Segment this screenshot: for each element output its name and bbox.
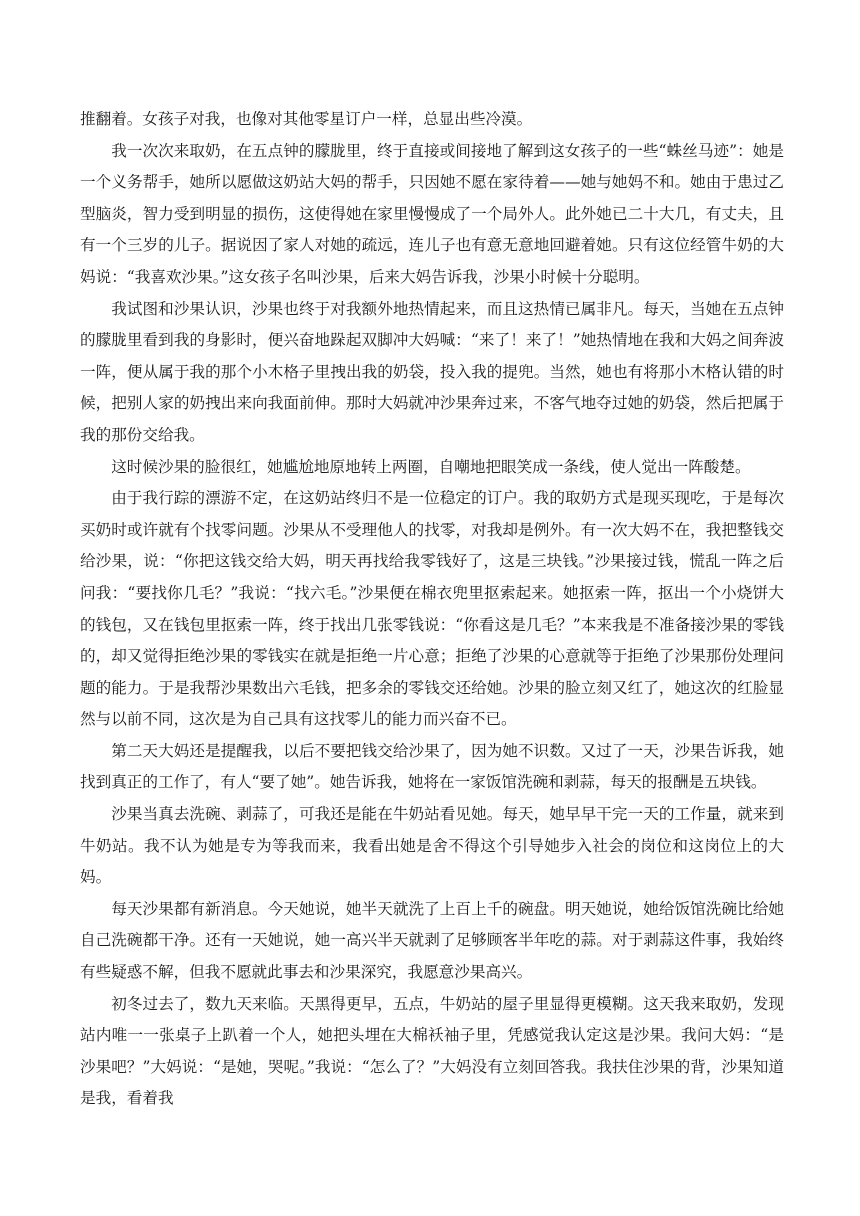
paragraph: 由于我行踪的漂游不定，在这奶站终归不是一位稳定的订户。我的取奶方式是现买现吃，于是每次买奶时或许就有个找零问题。沙果从不受理他人的找零，对我却是例外。有一次大妈不在，我把整钱交给沙果，说：“你把这钱交给大妈，明天再找给我零钱好了，这是三块钱。”沙果接过钱，慌乱一阵之后问我：“要找你几毛？”我说：“找六毛。”沙果便在棉衣兜里抠索起来。她抠索一阵，抠出一个小烧饼大的钱包，又在钱包里抠索一阵，终于找出几张零钱说：“你看这是几毛？”本来我是不准备接沙果的零钱的，却又觉得拒绝沙果的零钱实在就是拒绝一片心意；拒绝了沙果的心意就等于拒绝了沙果那份处理问题的能力。于是我帮沙果数出六毛钱，把多余的零钱交还给她。沙果的脸立刻又红了，她这次的红脸显然与以前不同，这次是为自己具有这找零儿的能力而兴奋不已。 (80, 489, 784, 729)
paragraph: 我一次次来取奶，在五点钟的朦胧里，终于直接或间接地了解到这女孩子的一些“蛛丝马迹”：她是一个义务帮手，她所以愿做这奶站大妈的帮手，只因她不愿在家待着——她与她妈不和。她由于患过乙型脑炎，智力受到明显的损伤，这使得她在家里慢慢成了一个局外人。此外她已二十大几，有丈夫，且有一个三岁的儿子。据说因了家人对她的疏远，连儿子也有意无意地回避着她。只有这位经管牛奶的大妈说：“我喜欢沙果。”这女孩子名叫沙果，后来大妈告诉我，沙果小时候十分聪明。 (80, 141, 784, 286)
paragraph: 初冬过去了，数九天来临。天黑得更早，五点，牛奶站的屋子里显得更模糊。这天我来取奶，发现站内唯一一张桌子上趴着一个人，她把头埋在大棉袄袖子里，凭感觉我认定这是沙果。我问大妈：“是沙果吧？”大妈说：“是她，哭呢。”我说：“怎么了？”大妈没有立刻回答我。我扶住沙果的背，沙果知道是我，看着我 (80, 994, 784, 1108)
paragraph: 我试图和沙果认识，沙果也终于对我额外地热情起来，而且这热情已属非凡。每天，当她在五点钟的朦胧里看到我的身影时，便兴奋地跺起双脚冲大妈喊：“来了！来了！”她热情地在我和大妈之间奔波一阵，便从属于我的那个小木格子里拽出我的奶袋，投入我的提兜。当然，她也有将那小木格认错的时候，把别人家的奶拽出来向我面前伸。那时大妈就冲沙果奔过来，不客气地夺过她的奶袋，然后把属于我的那份交给我。 (80, 299, 784, 444)
document-page (80, 104, 784, 1115)
paragraph: 沙果当真去洗碗、剥蒜了，可我还是能在牛奶站看见她。每天，她早早干完一天的工作量，就来到牛奶站。我不认为她是专为等我而来，我看出她是舍不得这个引导她步入社会的岗位和这岗位上的大妈。 (80, 805, 784, 887)
paragraph: 第二天大妈还是提醒我，以后不要把钱交给沙果了，因为她不识数。又过了一天，沙果告诉我，她找到真正的工作了，有人“要了她”。她告诉我，她将在一家饭馆洗碗和剥蒜，每天的报酬是五块钱。 (80, 741, 784, 792)
paragraph: 这时候沙果的脸很红，她尴尬地原地转上两圈，自嘲地把眼笑成一条线，使人觉出一阵酸楚。 (111, 457, 751, 476)
paragraph: 每天沙果都有新消息。今天她说，她半天就洗了上百上千的碗盘。明天她说，她给饭馆洗碗比给她自己洗碗都干净。还有一天她说，她一高兴半天就剥了足够顾客半年吃的蒜。对于剥蒜这件事，我始终有些疑惑不解，但我不愿就此事去和沙果深究，我愿意沙果高兴。 (80, 899, 784, 982)
paragraph-continuation: 推翻着。女孩子对我，也像对其他零星订户一样，总显出些冷漠。 (80, 110, 533, 128)
